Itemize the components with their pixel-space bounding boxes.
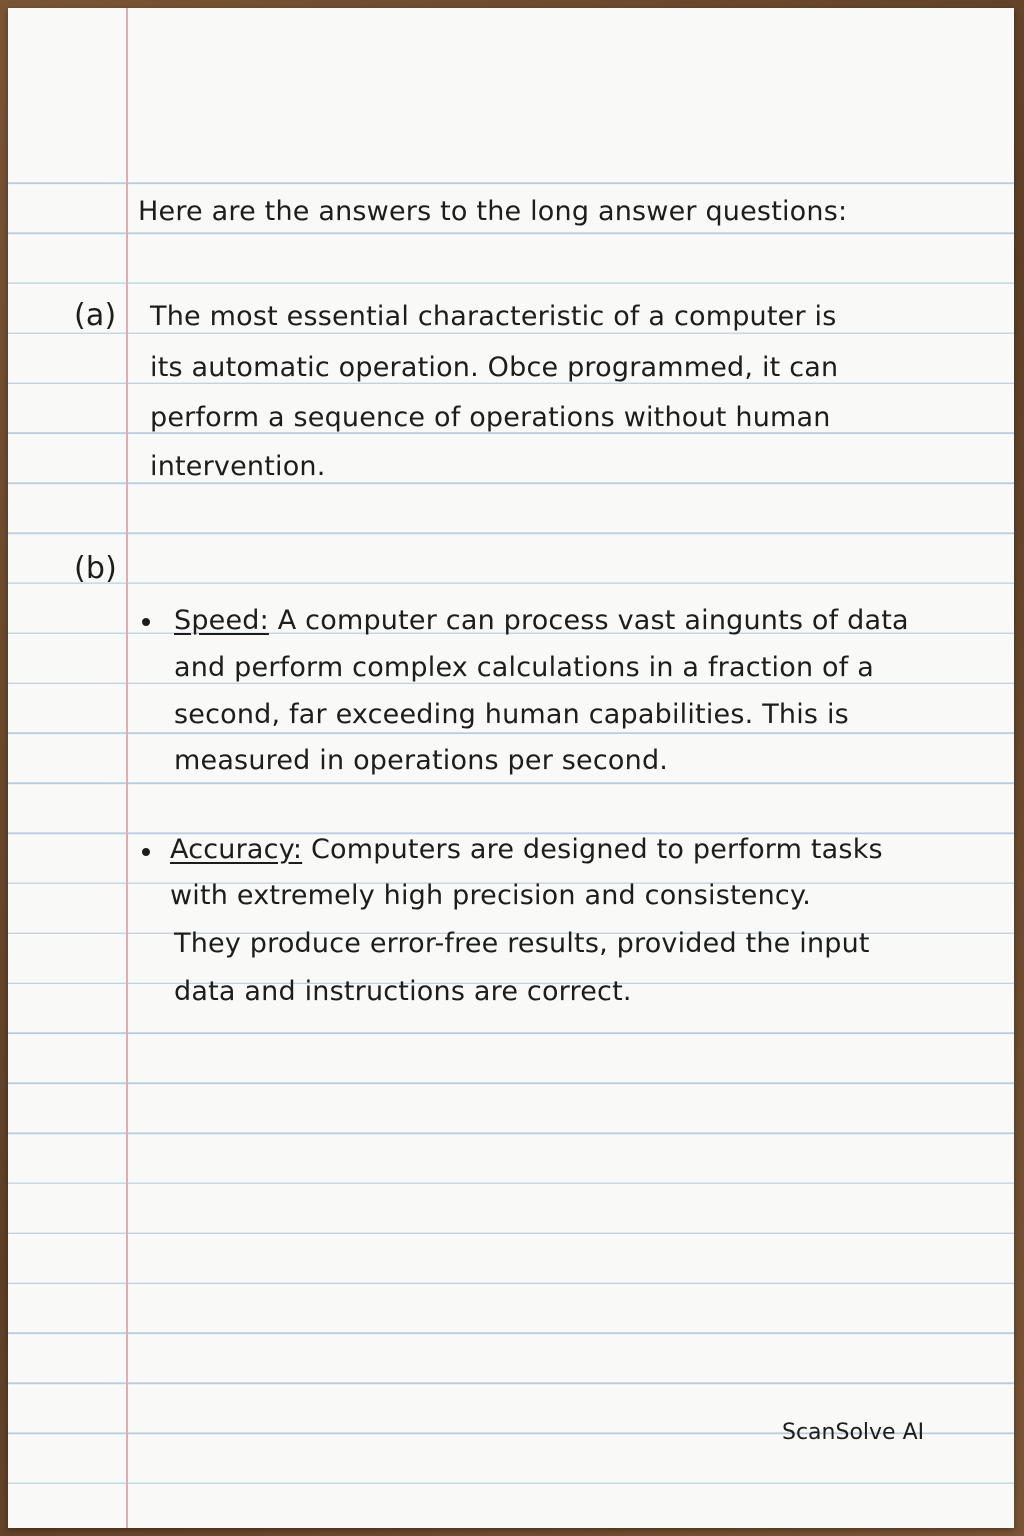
part-a-label: (a) <box>74 298 117 333</box>
accuracy-bullet <box>142 848 150 856</box>
accuracy-line-2: with extremely high precision and consistency. <box>170 880 812 911</box>
accuracy-term: Accuracy: <box>170 834 303 865</box>
part-a-line-1: The most essential characteristic of a computer is <box>150 301 837 332</box>
intro-line: Here are the answers to the long answer questions: <box>138 196 848 227</box>
brand-signature: ScanSolve AI <box>782 1420 925 1445</box>
speed-bullet <box>142 618 150 626</box>
accuracy-line-3: They produce error-free results, provided the input <box>174 928 870 959</box>
part-a-line-3: perform a sequence of operations without human <box>150 402 831 433</box>
part-b-label: (b) <box>74 551 118 586</box>
speed-line-2: and perform complex calculations in a fraction of a <box>174 652 875 683</box>
speed-line-1 <box>174 605 909 636</box>
notebook-page <box>8 8 1014 1528</box>
part-a-line-4: intervention. <box>150 451 326 482</box>
margin-line <box>126 8 128 1528</box>
speed-line-4: measured in operations per second. <box>174 745 669 776</box>
speed-text: A computer can process vast aingunts of data <box>277 605 909 636</box>
page-header-space <box>8 8 1014 182</box>
part-a-line-2: its automatic operation. Obce programmed, it can <box>150 352 839 383</box>
speed-term: Speed: <box>174 605 269 636</box>
accuracy-line-1 <box>170 834 883 865</box>
accuracy-text: Computers are designed to perform tasks <box>311 834 883 865</box>
speed-line-3: second, far exceeding human capabilities. This is <box>174 699 849 730</box>
accuracy-line-4: data and instructions are correct. <box>174 976 632 1007</box>
